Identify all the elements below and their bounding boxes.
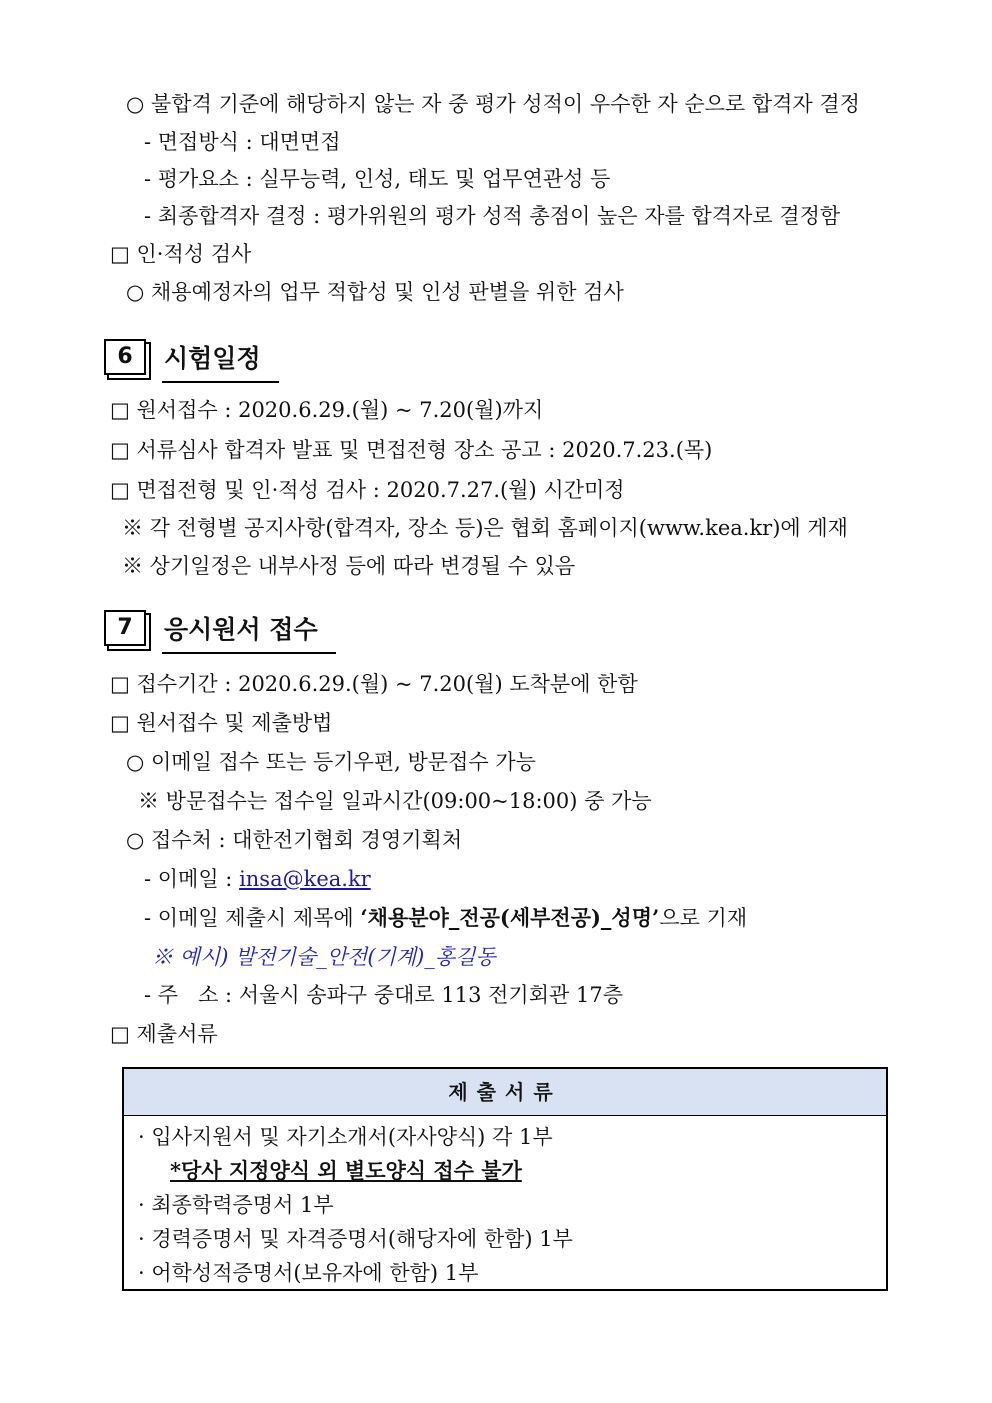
subject-format: ‘채용분야_전공(세부전공)_성명’ (360, 905, 660, 930)
doc-item-note: *당사 지정양식 외 별도양식 접수 불가 (170, 1158, 522, 1183)
final-decision-line: - 최종합격자 결정 : 평가위원의 평가 성적 총점이 높은 자를 합격자로 결정함 (144, 204, 841, 228)
schedule-note-homepage: ※ 각 전형별 공지사항(합격자, 장소 등)은 협회 홈페이지(www.kea.kr)에 게재 (122, 516, 848, 540)
email-line (144, 866, 371, 892)
criteria-line: ○ 불합격 기준에 해당하지 않는 자 중 평가 성적이 우수한 자 순으로 합격자 결정 (126, 92, 860, 116)
email-subject-line (144, 905, 747, 931)
required-documents-table (122, 1067, 888, 1291)
submission-office: ○ 접수처 : 대한전기협회 경영기획처 (126, 828, 463, 852)
visit-hours-note: ※ 방문접수는 접수일 일과시간(09:00~18:00) 중 가능 (138, 789, 652, 813)
schedule-document-result: □ 서류심사 합격자 발표 및 면접전형 장소 공고 : 2020.7.23.(목) (110, 438, 713, 462)
aptitude-test-desc: ○ 채용예정자의 업무 적합성 및 인성 판별을 위한 검사 (126, 280, 624, 304)
subject-suffix: 으로 기재 (659, 906, 748, 930)
section-title: 응시원서 접수 (162, 610, 336, 654)
required-docs-heading: □ 제출서류 (110, 1022, 218, 1046)
interview-method-line: - 면접방식 : 대면면접 (144, 130, 341, 154)
table-header: 제출서류 (124, 1069, 886, 1116)
section-6-heading (104, 339, 304, 385)
email-label: - 이메일 : (144, 867, 240, 891)
section-number: 6 (104, 339, 146, 375)
schedule-interview: □ 면접전형 및 인·적성 검사 : 2020.7.27.(월) 시간미정 (110, 478, 625, 502)
submission-method-heading: □ 원서접수 및 제출방법 (110, 711, 333, 735)
address-line: - 주 소 : 서울시 송파구 중대로 113 전기회관 17층 (144, 983, 623, 1007)
doc-item: · 최종학력증명서 1부 (138, 1193, 334, 1217)
doc-item: · 입사지원서 및 자기소개서(자사양식) 각 1부 (138, 1125, 553, 1149)
section-7-heading (104, 610, 364, 656)
schedule-application: □ 원서접수 : 2020.6.29.(월) ~ 7.20(월)까지 (110, 398, 544, 422)
doc-item: · 경력증명서 및 자격증명서(해당자에 한함) 1부 (138, 1227, 573, 1251)
section-title: 시험일정 (162, 339, 279, 383)
section-number: 7 (104, 610, 146, 646)
evaluation-factors-line: - 평가요소 : 실무능력, 인성, 태도 및 업무연관성 등 (144, 167, 611, 191)
subject-prefix: - 이메일 제출시 제목에 (144, 906, 361, 930)
submission-channels: ○ 이메일 접수 또는 등기우편, 방문접수 가능 (126, 750, 536, 774)
aptitude-test-heading: □ 인·적성 검사 (110, 242, 252, 266)
schedule-note-change: ※ 상기일정은 내부사정 등에 따라 변경될 수 있음 (122, 554, 576, 578)
email-link[interactable]: insa@kea.kr (239, 867, 371, 891)
submission-period: □ 접수기간 : 2020.6.29.(월) ~ 7.20(월) 도착분에 한함 (110, 672, 638, 696)
subject-example: ※ 예시) 발전기술_안전(기계)_홍길동 (152, 945, 496, 969)
doc-item: · 어학성적증명서(보유자에 한함) 1부 (138, 1261, 479, 1285)
